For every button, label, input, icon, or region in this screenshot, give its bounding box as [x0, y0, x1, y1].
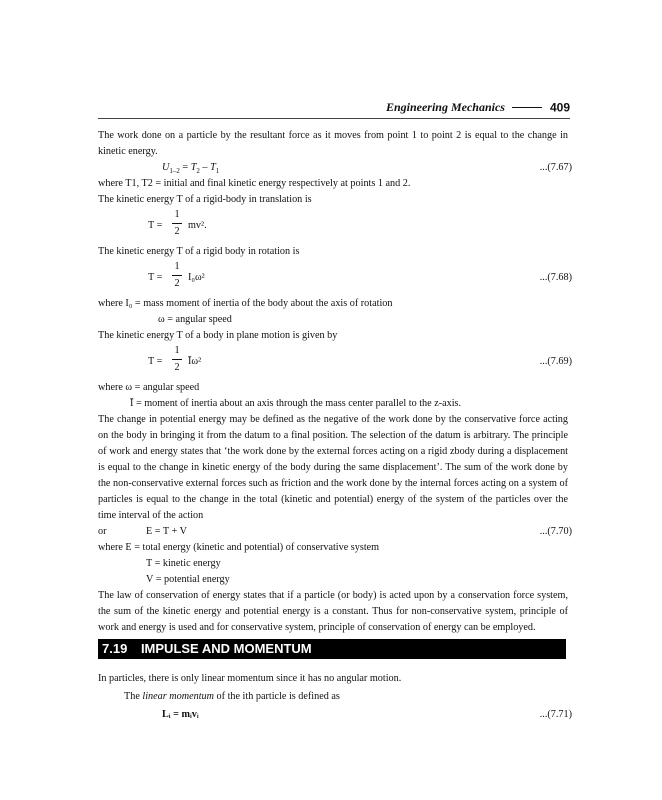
equation-7-69	[98, 344, 572, 380]
where-omega: where ω = angular speed	[98, 382, 200, 393]
where-moment-mass-center: Ī = moment of inertia about an axis through the mass center parallel to the z-axis.	[130, 398, 462, 409]
paragraph-work-kinetic: The work done on a particle by the resultant force as it moves from point 1 to point 2 is equal to the change in kinetic energy.	[98, 130, 568, 157]
page-number: 409	[549, 100, 570, 115]
impulse-body	[98, 670, 572, 724]
equation-7-71-number: ...(7.71)	[539, 709, 572, 720]
equation-7-67	[98, 160, 572, 176]
eq-trans-rhs: mv².	[188, 220, 207, 231]
equation-7-67-expr: $U_{1-2} = T_2 - T_1$	[162, 162, 220, 176]
fraction-bar	[172, 275, 182, 276]
eq-7-69-fraction	[172, 344, 182, 375]
equation-7-70-number: ...(7.70)	[539, 526, 572, 537]
eq-trans-den: 2	[174, 226, 180, 237]
where-potential-energy: V = potential energy	[146, 574, 230, 585]
equation-7-69-number: ...(7.69)	[539, 356, 572, 367]
where-moment-inertia: where I₀ = mass moment of inertia of the body about the axis of rotation	[98, 298, 393, 309]
fraction-bar	[172, 223, 182, 224]
section-title: IMPULSE AND MOMENTUM	[140, 641, 312, 656]
eq-7-70-expr: E = T + V	[146, 526, 187, 537]
equation-7-68	[98, 260, 572, 296]
eq-7-69-rhs: Īω²	[188, 356, 202, 367]
eq-trans-fraction	[172, 208, 182, 239]
section-heading-7-19	[98, 639, 566, 659]
paragraph-impulse: In particles, there is only linear momentum since it has no angular motion.	[98, 673, 402, 684]
eq-7-69-den: 2	[174, 362, 180, 373]
equation-7-71	[98, 706, 572, 724]
text-kinetic-rotation: The kinetic energy T of a rigid body in rotation is	[98, 246, 300, 257]
equation-7-68-number: ...(7.68)	[539, 272, 572, 283]
eq-trans-num: 1	[174, 209, 180, 220]
where-kinetic-energy: T = kinetic energy	[146, 558, 221, 569]
paragraph-potential-energy: The change in potential energy may be defined as the negative of the work done by the conservative force acting on the body in bringing it from the datum to a final position. The selection of the datum is arbitrary. The principle of work and energy states that ‘the work done by the external forces acting on a rigid zbody during a displacement is equal to the change in kinetic energy of the body during the same displacement’. The sum of the work done by the non-conservative external forces such as friction and the work done by the internal forces acting on a system of particles is equal to the change in the total (kinetic and potential) energy of the system of the particles over the time interval of the action	[98, 414, 568, 521]
equation-7-67-number: ...(7.67)	[539, 162, 572, 173]
section-number: 7.19	[102, 641, 128, 656]
text-kinetic-translation: The kinetic energy T of a rigid-body in translation is	[98, 194, 312, 205]
linear-term: linear momentum	[142, 691, 214, 702]
header-rule	[512, 107, 542, 108]
where-initial-final: where T1, T2 = initial and final kinetic energy respectively at points 1 and 2.	[98, 178, 411, 189]
equation-translation	[98, 208, 568, 244]
text-kinetic-plane: The kinetic energy T of a body in plane motion is given by	[98, 330, 338, 341]
fraction-bar	[172, 359, 182, 360]
eq-7-68-num: 1	[174, 261, 180, 272]
equation-7-70	[98, 524, 572, 540]
linear-post: of the ith particle is defined as	[213, 691, 340, 702]
eq-7-68-den: 2	[174, 278, 180, 289]
header-divider	[98, 118, 570, 119]
eq-7-68-rhs: I₀ω²	[188, 272, 205, 283]
eq-7-68-lhs: T =	[148, 272, 163, 283]
eq-7-71-expr: Lᵢ = mᵢvᵢ	[162, 709, 199, 720]
eq-trans-lhs: T =	[148, 220, 163, 231]
body-text	[98, 128, 572, 636]
eq-7-70-or: or	[98, 526, 107, 537]
paragraph-linear-momentum	[98, 688, 568, 706]
running-header	[98, 98, 570, 116]
eq-7-69-num: 1	[174, 345, 180, 356]
where-angular-speed: ω = angular speed	[158, 314, 232, 325]
paragraph-conservation: The law of conservation of energy states that if a particle (or body) is acted upon by a conservation force system, the sum of the kinetic energy and potential energy is a constant. Thus for non-conservative system, principle of work and energy is used and for conservative system, principle of conservation of energy can be employed.	[98, 590, 568, 633]
where-total-energy: where E = total energy (kinetic and potential) of conservative system	[98, 542, 380, 553]
header-title: Engineering Mechanics	[385, 99, 505, 114]
eq-7-69-lhs: T =	[148, 356, 163, 367]
eq-7-68-fraction	[172, 260, 182, 291]
linear-pre: The	[124, 691, 143, 702]
